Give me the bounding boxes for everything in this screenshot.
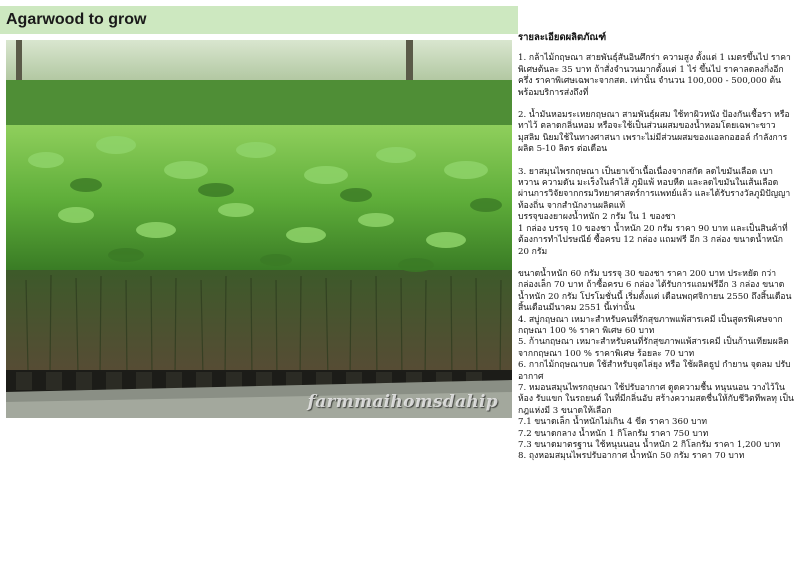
photo-watermark: farmmaihomsdahip: [307, 392, 498, 412]
detail-item: ขนาดน้ำหนัก 60 กรัม บรรจุ 30 ของชา ราคา 200 บาท ประหยัด กว่ากล่องเล็ก 70 บาท ถ้าซื้อครบ 6 กล่อง ได้รับการแถมฟรีอีก 3 กล่อง ขนาดน้ำหนัก 20 กรัม โปรโมชั่นนี้ เริ่มตั้งแต่ เดือนพฤศจิกายน 2550 ถึงสิ้นเดือน สิ้นเดือนมีนาคม 2551 นี้เท่านั้น: [518, 268, 792, 314]
title-bar: [0, 6, 518, 34]
detail-item: 7. หมอนสมุนไพรกฤษณา ใช้ปรับอากาศ ดูดความชื้น หนุนนอน วางไว้ในห้อง รับแขก ในรถยนต์ ในที่มีกลิ่นอับ สร้างความสดชื่นให้กับชีวิตทีพลทุ เป็นกฎแห่งมี 3 ขนาดให้เลือก: [518, 382, 794, 416]
detail-item: บรรจุของยาผงน้ำหนัก 2 กรัม ใน 1 ของชา: [518, 212, 676, 223]
detail-item: 2. น้ำมันหอมระเหยกฤษณา สามพันธุ์ผสม ใช้ทาผิวหนัง ป้องกันเชื้อรา หรือทาไว้ ตลาดกลิ่นหอม หรือจะใช้เป็นส่วนผสมของน้ำหอมโดยเฉพาะขาวมุสลิม นิยมใช้ในทางศาสนา เพราะไม่มีส่วนผสมของแอลกอฮอล์ กำลังการผลิต 5-10 ลิตร ต่อเดือน: [518, 110, 790, 155]
seedlings-image: [6, 40, 512, 418]
detail-item: 1. กล้าไม้กฤษณา สายพันธุ์สันอินศึกร่า ความสูง ตั้งแต่ 1 เมตรขึ้นไป ราคาพิเศษต้นละ 35 บาท ถ้าสั่งจำนวนมากตั้งแต่ 1 ไร่ ขึ้นไป ราคาลดลงกิ่งอีกครึ่ง ราคาพิเศษเฉพาะจากสด. เท่านั้น จำนวน 100,000 - 500,000 ต้น พร้อมบริการส่งถึงที่: [518, 53, 791, 98]
product-details: [518, 32, 794, 463]
detail-item: 7.2 ขนาดกลาง น้ำหนัก 1 กิโลกรัม ราคา 750 บาท: [518, 428, 709, 439]
agarwood-seedlings-photo: [6, 40, 512, 418]
detail-item: 6. กากไม้กฤษณาบด ใช้สำหรับจุดไล่ยุง หรือ ใช้ผลิตธูป กำยาน จุดลม ปรับอากาศ: [518, 360, 791, 382]
detail-item: 4. สบู่กฤษณา เหมาะสำหรับคนที่รักสุขภาพแพ้สารเคมี เป็นสูตรพิเศษจากกฤษณา 100 % ราคา พิเศษ 60 บาท: [518, 314, 783, 336]
detail-item: 1 กล่อง บรรจุ 10 ของชา น้ำหนัก 20 กรัม ราคา 90 บาท และเป็นสินค้าที่ต้องการทำไปรษณีย์ ซื้อครบ 12 กล่อง แถมฟรี อีก 3 กล่อง ขนาดน้ำหนัก 20 กรัม: [518, 223, 788, 257]
detail-item: 7.1 ขนาดเล็ก น้ำหนักไม่เกิน 4 ขีด ราคา 360 บาท: [518, 417, 708, 428]
detail-item: 5. ก้านกฤษณา เหมาะสำหรับคนที่รักสุขภาพแพ้สารเคมี เป็นก้านเทียมผลิตจากกฤษณา 100 % ราคาพิเศษ ร้อยละ 70 บาท: [518, 337, 789, 359]
page-title: Agarwood to grow: [6, 11, 147, 28]
detail-item: 3. ยาสมุนไพรกฤษณา เป็นยาเข้าเนื้อเนื่องจากสกัด ลดไขมันเลือด เบาหวาน ความดัน มะเร็งในลำไส้ ภูมิแพ้ หอบหืด และลดไขมันในเส้นเลือด ผ่านการวิจัยจากกรมวิทยาศาสตร์การแพทย์แล้ว และได้รับรางวัลภูมิปัญญาท้องถิ่น จากสำนักงานผลิตแท้: [518, 166, 791, 211]
details-heading: รายละเอียดผลิตภัณฑ์: [518, 32, 607, 43]
detail-item: 7.3 ขนาดมาตรฐาน ใช้หนุนนอน น้ำหนัก 2 กิโลกรัม ราคา 1,200 บาท: [518, 440, 781, 450]
detail-item: 8. ถุงหอมสมุนไพรปรับอากาศ น้ำหนัก 50 กรัม ราคา 70 บาท: [518, 451, 745, 462]
